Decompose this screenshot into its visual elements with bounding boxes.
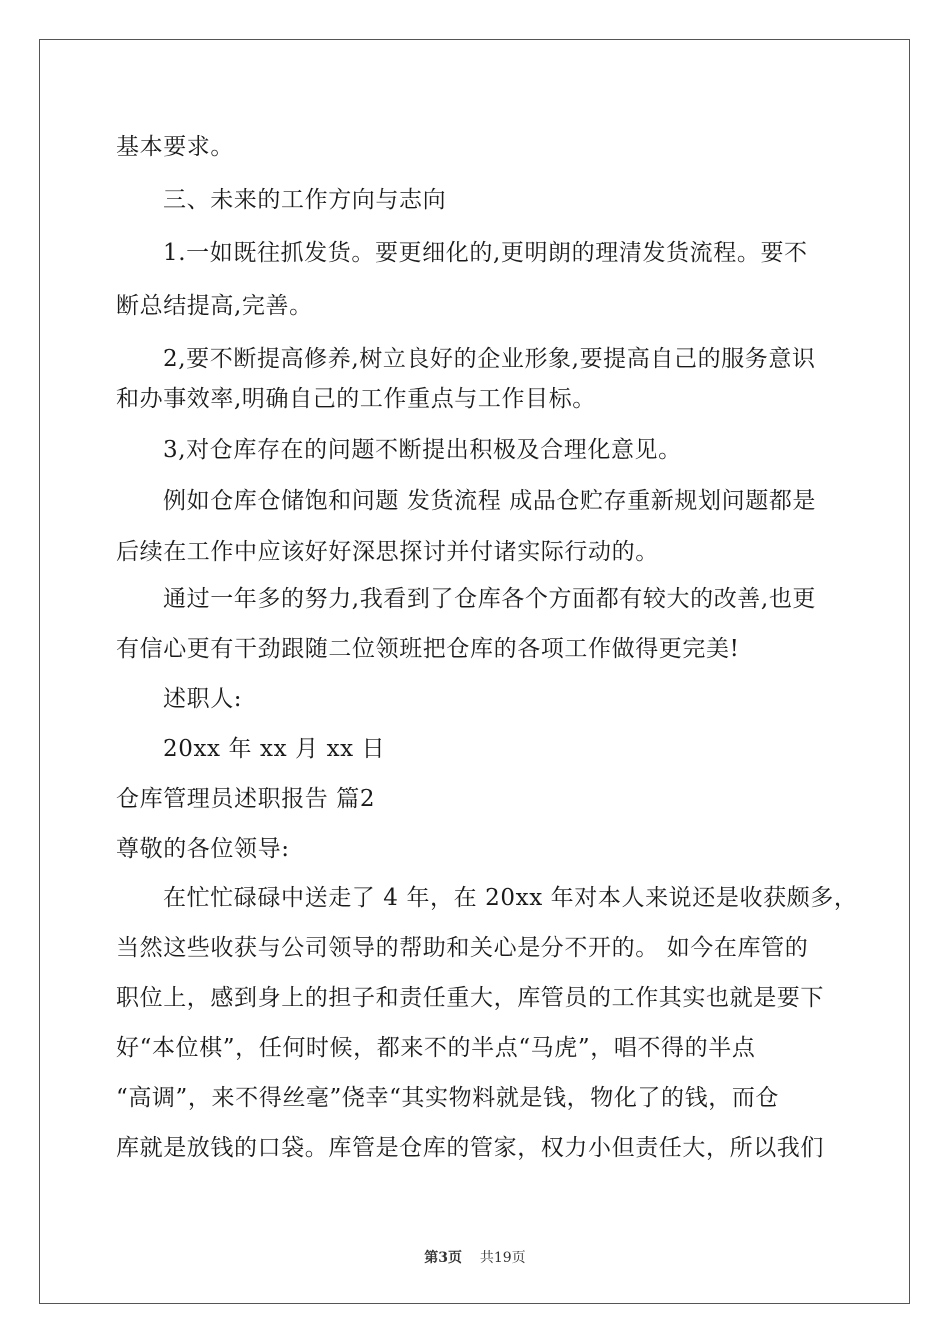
- text-line: 职位上，感到身上的担子和责任重大，库管员的工作其实也就是要下: [116, 985, 824, 1011]
- date-line: 20xx 年 xx 月 xx 日: [163, 736, 386, 762]
- page-number: 第3页: [424, 1250, 463, 1266]
- report-title: 仓库管理员述职报告 篇2: [116, 786, 376, 812]
- text-line: 例如仓库仓储饱和问题 发货流程 成品仓贮存重新规划问题都是: [163, 488, 817, 514]
- salutation: 尊敬的各位领导:: [116, 836, 290, 862]
- text-line: 好“本位棋”，任何时候，都来不的半点“马虎”，唱不得的半点: [116, 1035, 756, 1061]
- page-footer: [0, 1247, 950, 1267]
- text-line: 基本要求。: [116, 134, 234, 160]
- text-line: 在忙忙碌碌中送走了 4 年，在 20xx 年对本人来说还是收获颇多，: [163, 885, 858, 911]
- text-line: 库就是放钱的口袋。库管是仓库的管家，权力小但责任大，所以我们: [116, 1135, 824, 1161]
- text-line: “高调”，来不得丝毫”侥幸“其实物料就是钱，物化了的钱，而仓: [116, 1085, 780, 1111]
- page-border: [39, 39, 910, 1304]
- section-heading: 三、未来的工作方向与志向: [163, 187, 447, 213]
- signature-label: 述职人:: [163, 686, 243, 712]
- text-line: 当然这些收获与公司领导的帮助和关心是分不开的。 如今在库管的: [116, 935, 809, 961]
- text-line: 2,要不断提高修养,树立良好的企业形象,要提高自己的服务意识: [163, 346, 816, 372]
- text-line: 通过一年多的努力,我看到了仓库各个方面都有较大的改善,也更: [163, 586, 817, 612]
- text-line: 断总结提高,完善。: [116, 293, 313, 319]
- text-line: 和办事效率,明确自己的工作重点与工作目标。: [116, 386, 596, 412]
- text-line: 后续在工作中应该好好深思探讨并付诸实际行动的。: [116, 539, 659, 565]
- text-line: 1.一如既往抓发货。要更细化的,更明朗的理清发货流程。要不: [163, 240, 808, 266]
- text-line: 有信心更有干劲跟随二位领班把仓库的各项工作做得更完美!: [116, 636, 740, 662]
- page-total: 共19页: [479, 1250, 526, 1266]
- text-line: 3,对仓库存在的问题不断提出积极及合理化意见。: [163, 437, 682, 463]
